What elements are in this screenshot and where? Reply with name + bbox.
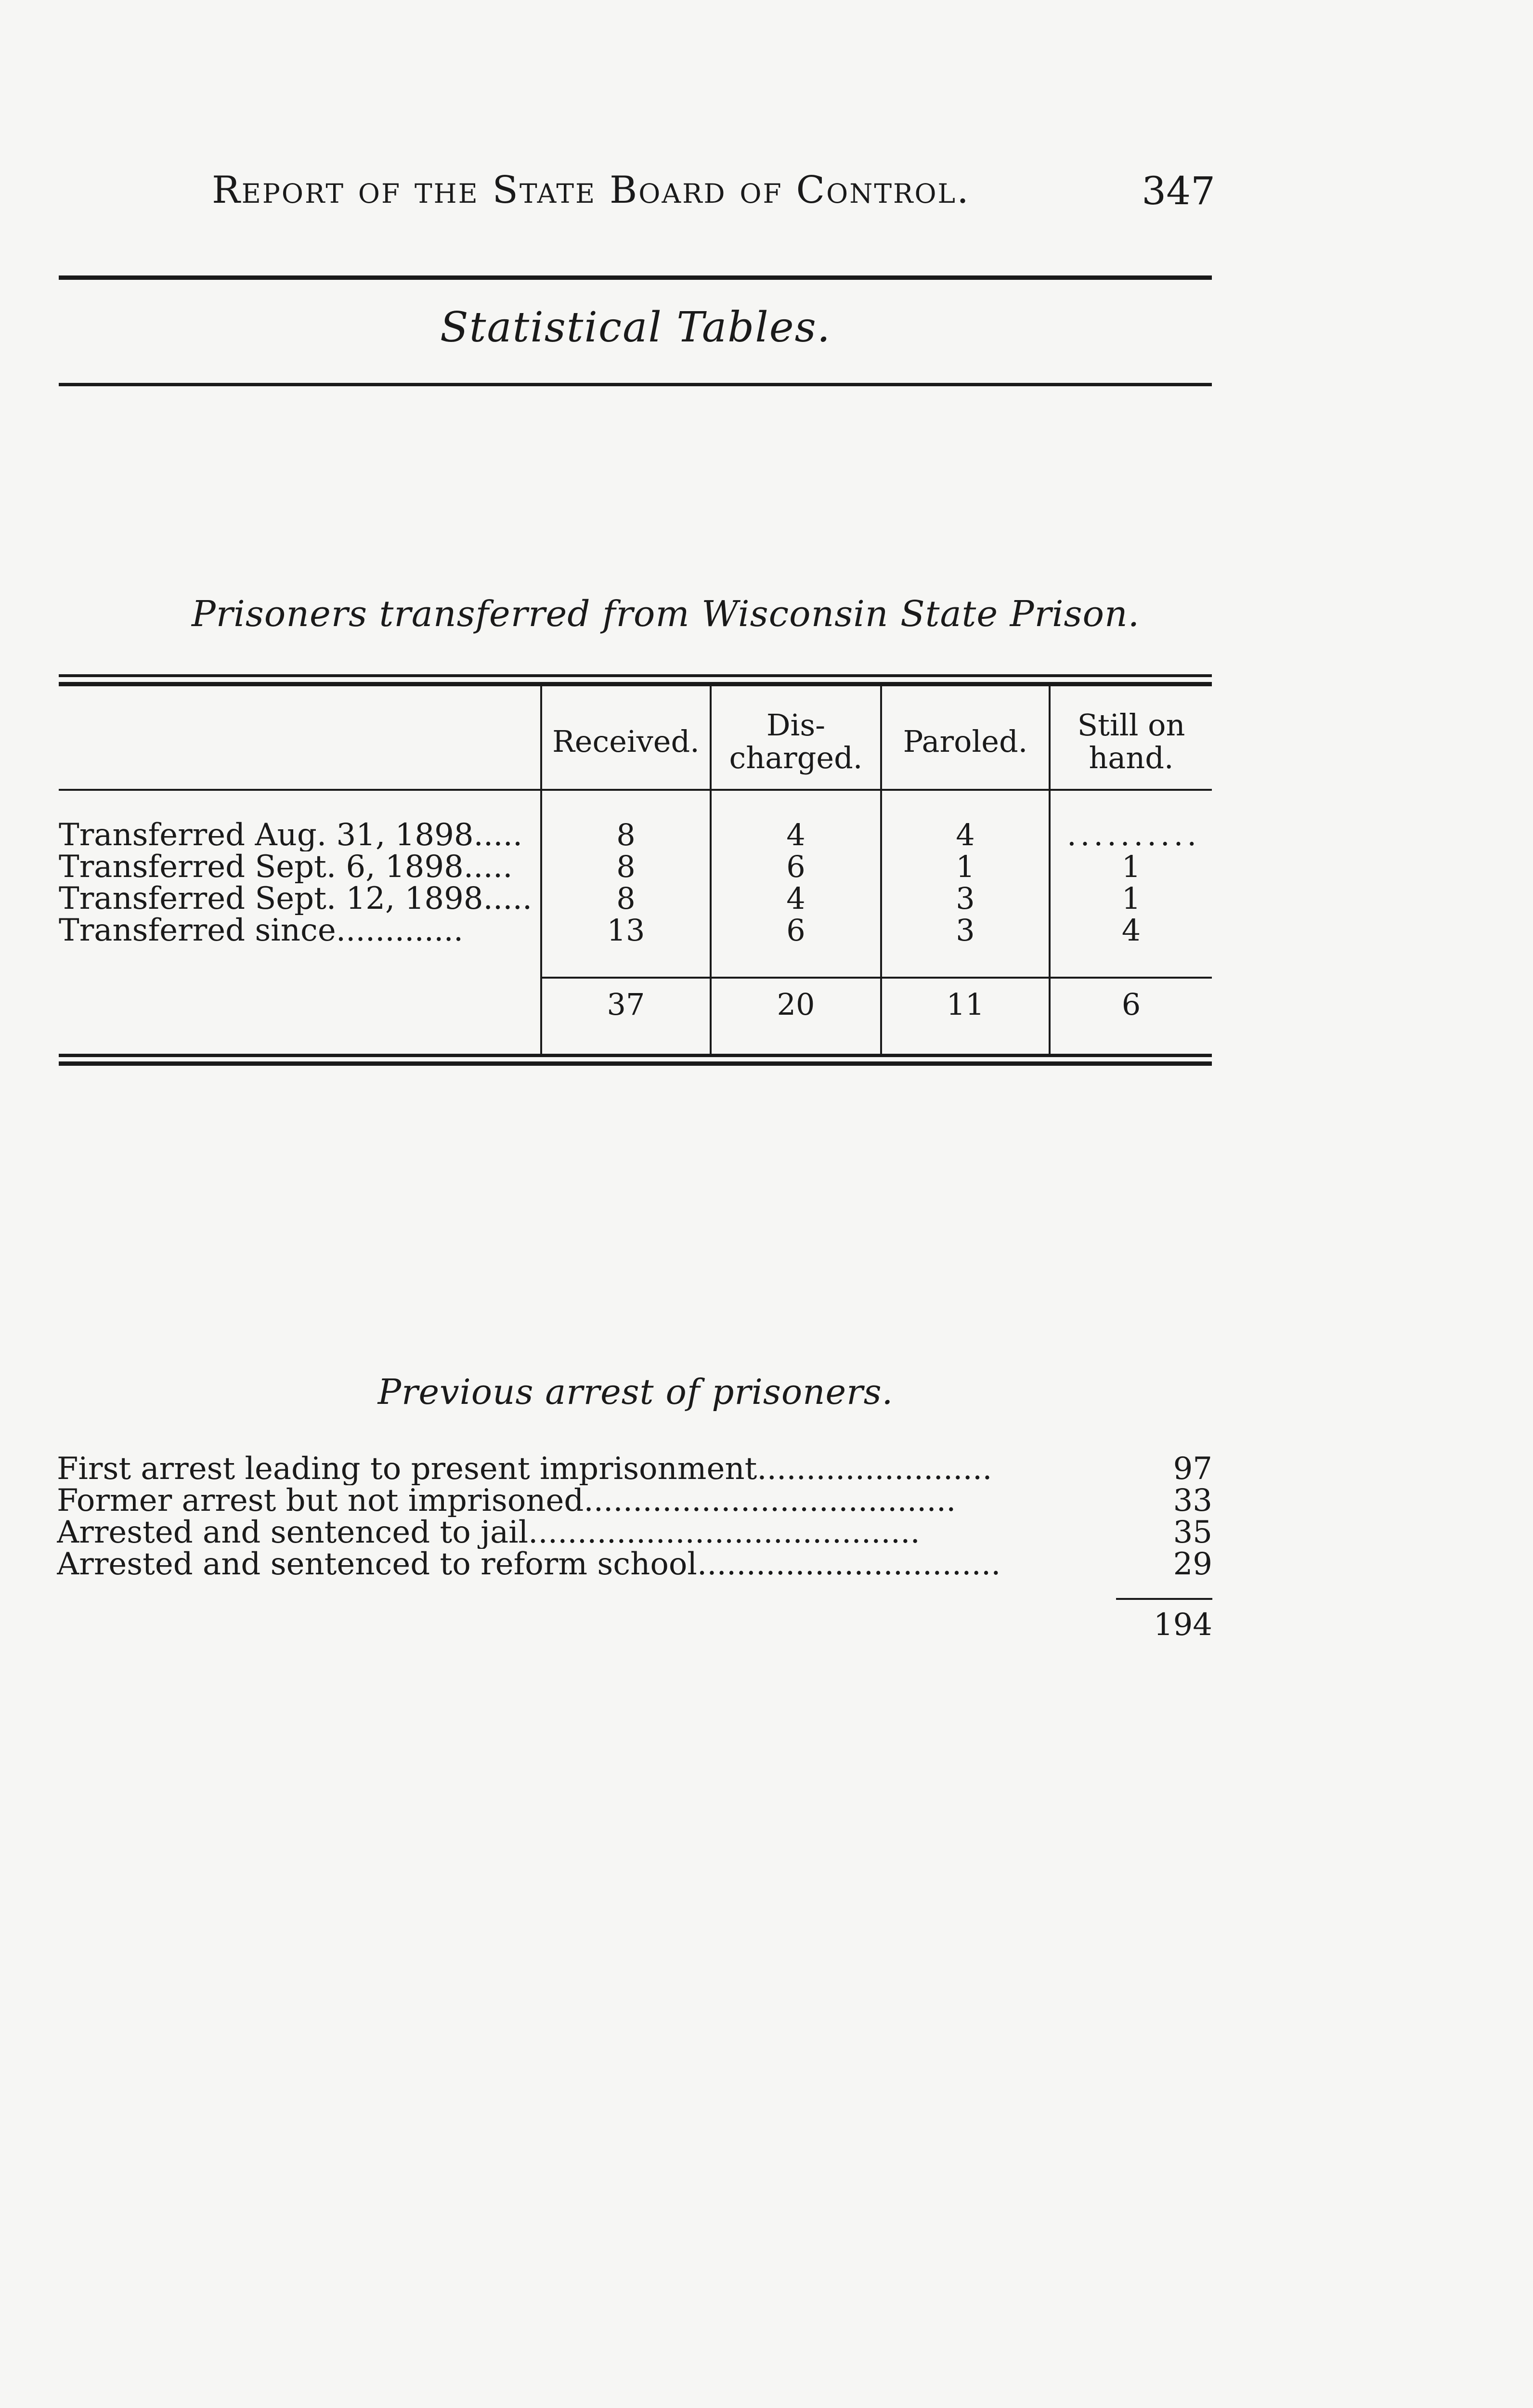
sum-rule	[1116, 1598, 1212, 1600]
list-item-label: Former arrest but not imprisoned......................................	[57, 1484, 956, 1517]
transfer-table	[59, 674, 1212, 1069]
column-header-paroled	[882, 694, 1049, 790]
cell-received: 8	[616, 849, 636, 884]
page-number: 347	[1142, 169, 1215, 213]
cell-still-on-hand: 1	[1121, 849, 1141, 884]
arrest-list-caption: Previous arrest of prisoners.	[377, 1372, 894, 1412]
list-item-value: 97	[1173, 1451, 1212, 1487]
list-item	[57, 1516, 1212, 1549]
column-header-label: Still on hand.	[1077, 707, 1185, 775]
table-rule	[59, 1061, 1212, 1066]
list-item-label: Arrested and sentenced to jail........................................	[57, 1516, 920, 1549]
total-still-on-hand: 6	[1121, 987, 1141, 1022]
column-header-label: Dis- charged.	[729, 707, 863, 775]
cell-received: 8	[616, 881, 636, 916]
cell-still-on-hand: 1	[1121, 881, 1141, 916]
list-item	[57, 1484, 1212, 1517]
total-paroled: 11	[946, 987, 985, 1022]
totals-rule	[540, 977, 1212, 979]
list-item-label: Arrested and sentenced to reform school...............................	[57, 1548, 1001, 1581]
row-label: Transferred Aug. 31, 1898.....	[59, 819, 523, 851]
cell-discharged: 6	[786, 849, 805, 884]
table-rule	[59, 682, 1212, 686]
cell-still-on-hand: ..........	[1066, 817, 1201, 852]
total-discharged: 20	[777, 987, 815, 1022]
cell-discharged: 6	[786, 913, 805, 948]
list-item-label: First arrest leading to present imprisonment........................	[57, 1453, 992, 1485]
column-header-discharged	[712, 694, 880, 790]
transfer-table-caption: Prisoners transferred from Wisconsin State Prison.	[192, 593, 1140, 635]
cell-paroled: 3	[956, 913, 975, 948]
header-rule-bottom	[59, 383, 1212, 386]
cell-received: 13	[607, 913, 645, 948]
cell-discharged: 4	[786, 817, 805, 852]
column-header-received	[542, 694, 710, 790]
table-rule	[59, 674, 1212, 677]
column-header-still-on-hand	[1051, 694, 1212, 790]
list-item-value: 29	[1173, 1546, 1212, 1582]
header-rule-top	[59, 275, 1212, 280]
cell-paroled: 1	[956, 849, 975, 884]
table-rule	[59, 1054, 1212, 1057]
column-header-label: Received.	[552, 724, 700, 759]
cell-received: 8	[616, 817, 636, 852]
row-label: Transferred Sept. 12, 1898.....	[59, 882, 533, 915]
list-item-value: 35	[1173, 1515, 1212, 1550]
total-received: 37	[607, 987, 645, 1022]
row-label: Transferred Sept. 6, 1898.....	[59, 851, 513, 883]
list-item-value: 33	[1173, 1483, 1212, 1518]
section-title: Statistical Tables.	[440, 303, 831, 352]
row-label: Transferred since.............	[59, 914, 464, 947]
column-header-label: Paroled.	[903, 724, 1028, 759]
running-head: Report of the State Board of Control.	[212, 169, 970, 212]
list-item	[57, 1453, 1212, 1485]
cell-still-on-hand: 4	[1121, 913, 1141, 948]
cell-discharged: 4	[786, 881, 805, 916]
arrest-total: 194	[1153, 1607, 1212, 1643]
cell-paroled: 4	[956, 817, 975, 852]
cell-paroled: 3	[956, 881, 975, 916]
list-item	[57, 1548, 1212, 1581]
